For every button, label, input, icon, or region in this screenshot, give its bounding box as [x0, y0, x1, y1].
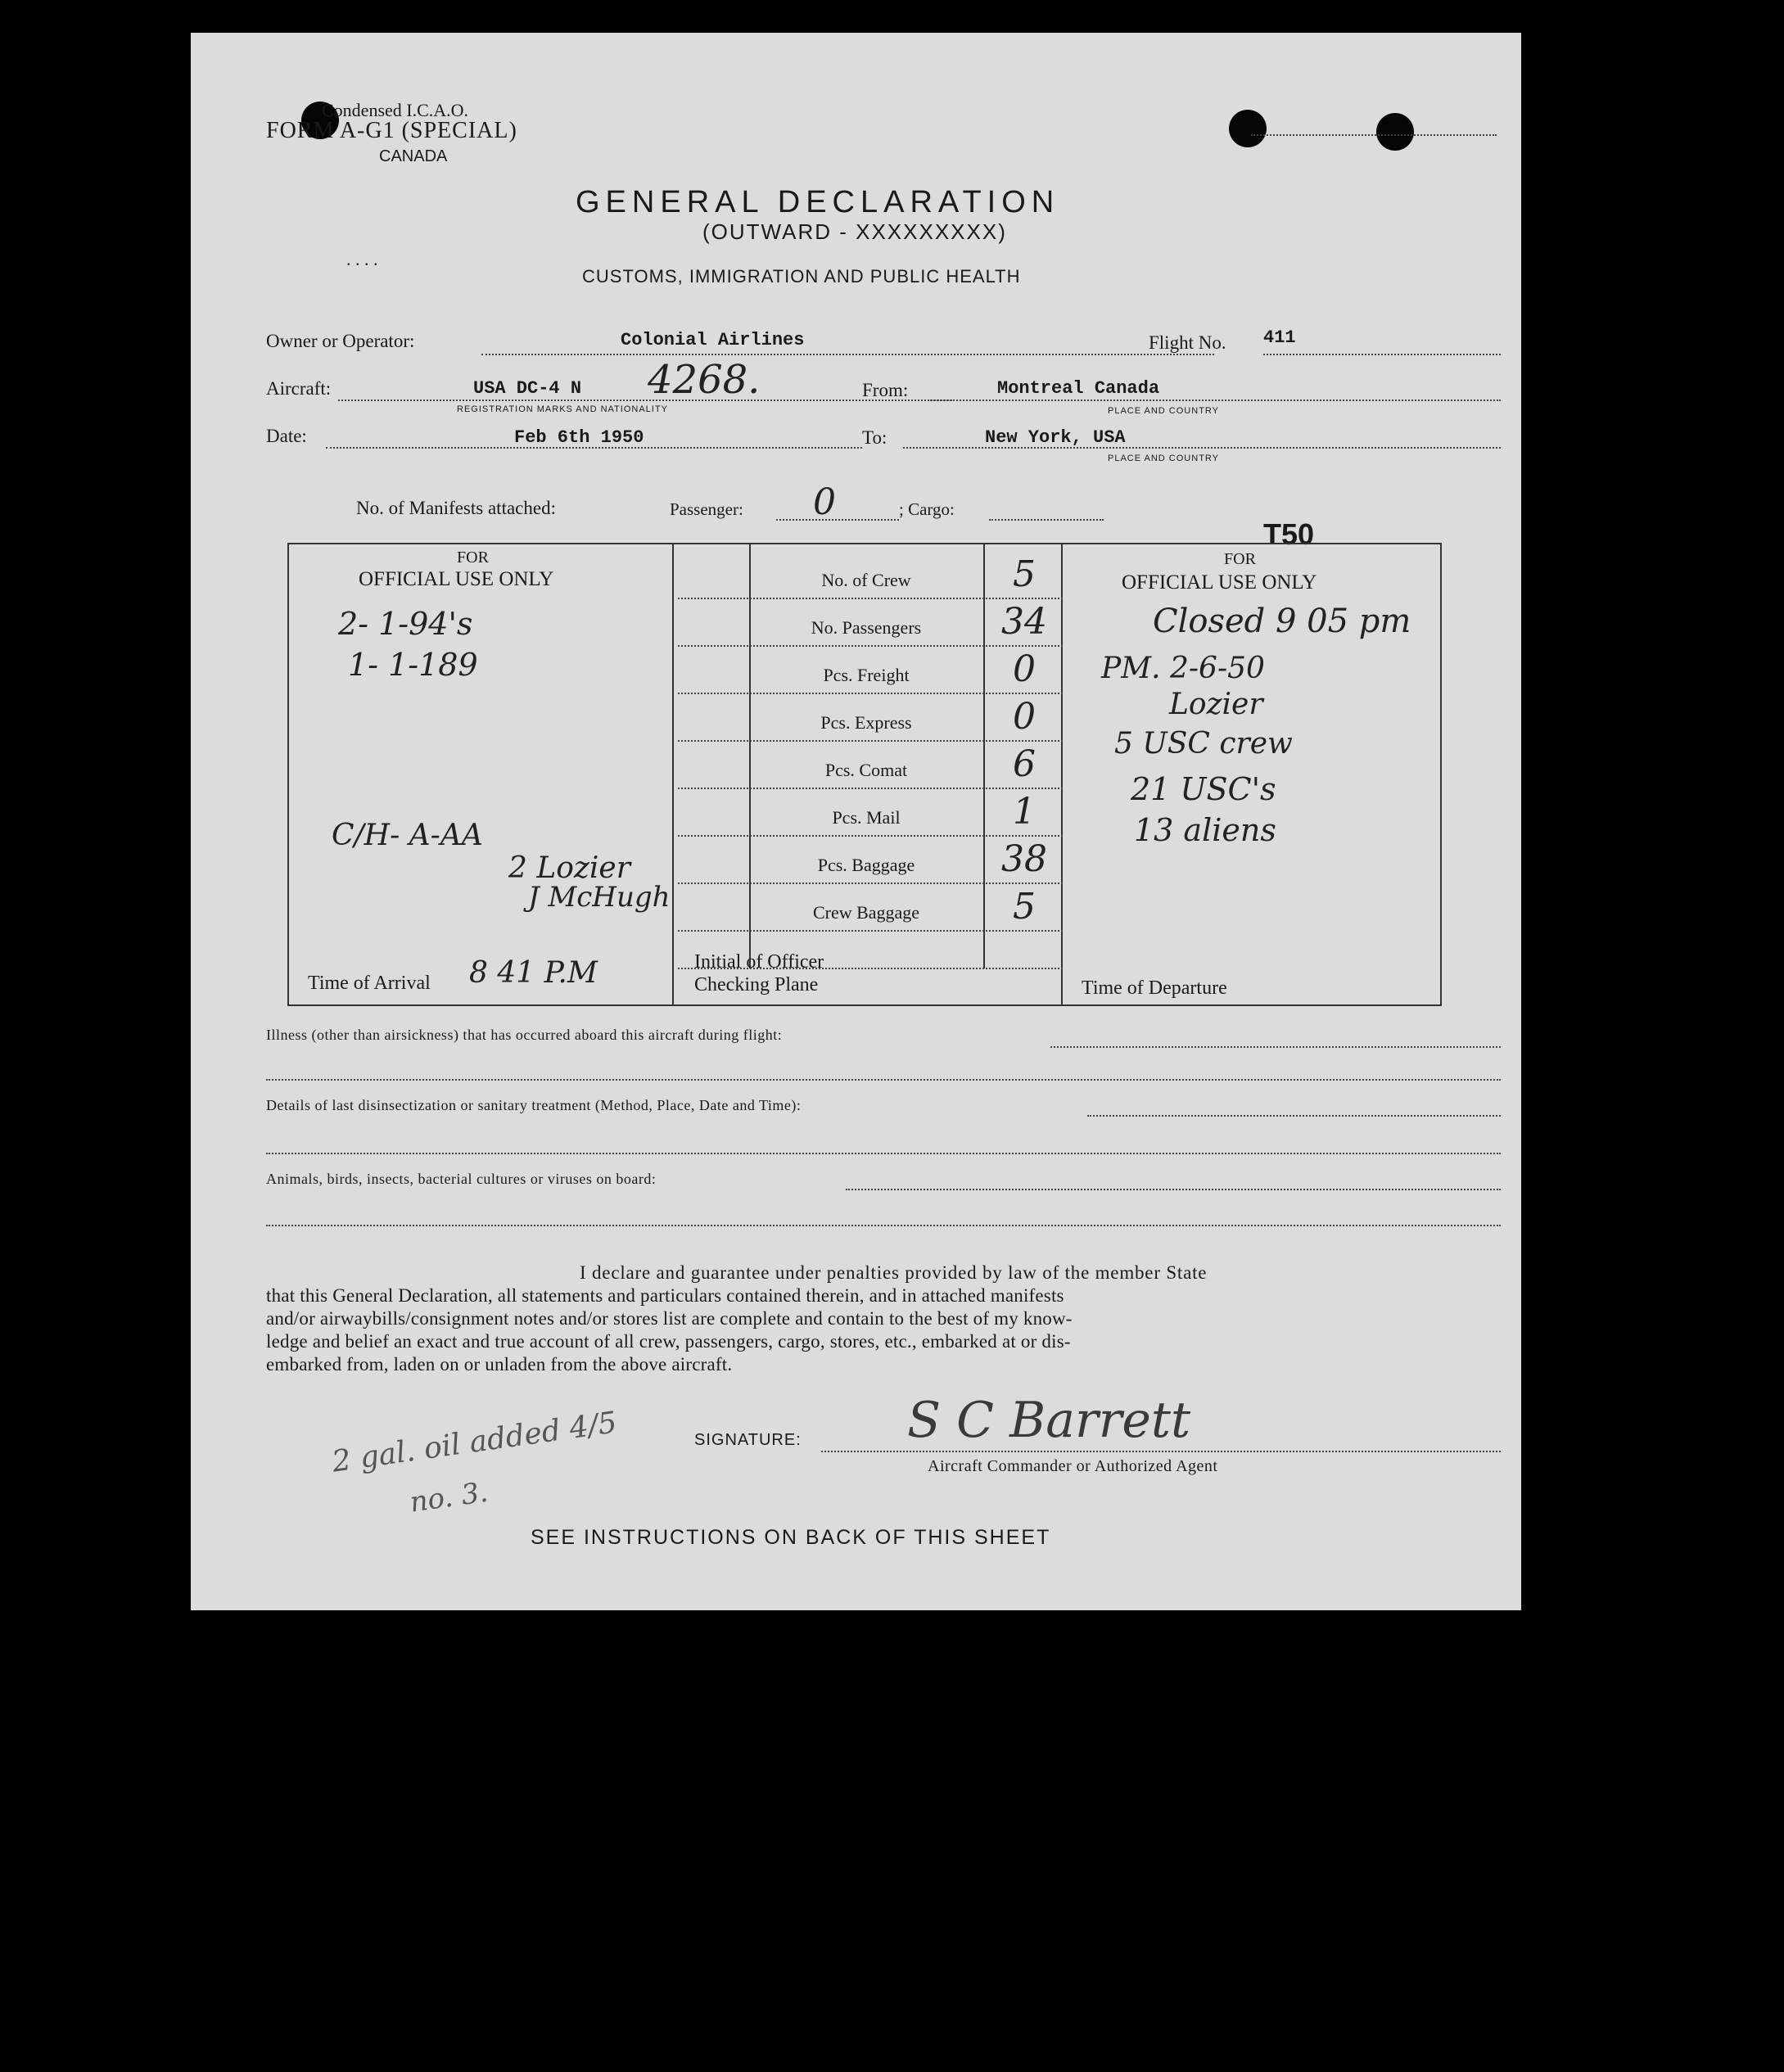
row-value-express: 0 — [1013, 696, 1036, 738]
disinsect-rule-2 — [266, 1153, 1501, 1154]
aircraft-value: USA DC-4 N — [473, 378, 582, 399]
signature-value: S C Barrett — [907, 1392, 1191, 1449]
to-place-caption: PLACE AND COUNTRY — [1108, 454, 1219, 463]
row-sep-8 — [678, 930, 1063, 932]
right-note-3: Lozier — [1169, 688, 1263, 721]
disinsect-rule-1 — [1087, 1115, 1501, 1117]
to-value: New York, USA — [985, 427, 1126, 448]
row-label-baggage: Pcs. Baggage — [817, 855, 915, 875]
aircraft-hand-number: 4268. — [648, 357, 761, 403]
left-note-1: 2- 1-94's — [338, 606, 473, 642]
punch-hole-right-2 — [1376, 113, 1414, 151]
left-header-for: FOR — [457, 548, 489, 567]
form-country: CANADA — [379, 147, 448, 165]
page-title: GENERAL DECLARATION — [576, 185, 1060, 219]
right-note-6: 13 aliens — [1134, 812, 1276, 848]
manifests-label: No. of Manifests attached: — [356, 498, 556, 518]
row-sep-7 — [678, 883, 1063, 884]
row-label-crew: No. of Crew — [821, 570, 911, 590]
from-place-caption: PLACE AND COUNTRY — [1108, 406, 1219, 416]
from-label: From: — [862, 380, 909, 400]
from-value: Montreal Canada — [997, 378, 1160, 399]
margin-note-line-2: no. 3. — [408, 1475, 490, 1519]
row-value-crew-baggage: 5 — [1013, 886, 1036, 928]
cargo-rule — [989, 519, 1104, 521]
row-label-express: Pcs. Express — [820, 712, 912, 733]
row-value-passengers: 34 — [1001, 601, 1047, 643]
aircraft-rule — [338, 400, 952, 401]
registration-caption: REGISTRATION MARKS AND NATIONALITY — [457, 404, 668, 414]
time-of-departure-label: Time of Departure — [1082, 977, 1227, 999]
stamp-number: T50 — [1263, 517, 1315, 551]
row-label-comat: Pcs. Comat — [824, 760, 908, 780]
row-label-passengers: No. Passengers — [811, 617, 922, 638]
right-note-4: 5 USC crew — [1114, 727, 1293, 761]
right-header-official: OFFICIAL USE ONLY — [1122, 571, 1317, 594]
from-rule — [928, 400, 1501, 401]
row-sep-6 — [678, 835, 1063, 837]
row-sep-2 — [678, 645, 1063, 647]
row-sep-4 — [678, 740, 1063, 742]
declaration-line-3: and/or airwaybills/consignment notes and/or stores list are complete and contain to the best of my know- — [266, 1308, 1073, 1329]
row-sep-3 — [678, 693, 1063, 694]
owner-value: Colonial Airlines — [621, 330, 805, 350]
left-cm-name-2: J McHugh — [528, 881, 671, 914]
row-sep-1 — [678, 598, 1063, 599]
direction-line: (OUTWARD - XXXXXXXXX) — [702, 219, 1007, 244]
right-note-2: PM. 2-6-50 — [1101, 652, 1265, 685]
table-divider-2 — [749, 543, 751, 968]
aircraft-label: Aircraft: — [266, 378, 332, 399]
table-divider-1 — [672, 543, 674, 1006]
date-label: Date: — [266, 426, 307, 446]
row-label-mail: Pcs. Mail — [832, 807, 901, 828]
margin-note-line-1: 2 gal. oil added 4/5 — [330, 1406, 619, 1479]
left-note-2: 1- 1-189 — [348, 647, 478, 683]
row-value-mail: 1 — [1013, 791, 1036, 833]
form-line-1: Condensed I.C.A.O. — [322, 100, 469, 120]
form-line-2: FORM A-G1 (SPECIAL) — [266, 118, 517, 143]
owner-label: Owner or Operator: — [266, 331, 415, 351]
dash-mark: . . . . — [346, 249, 378, 269]
disinsect-label: Details of last disinsectization or sanitary treatment (Method, Place, Date and Time): — [266, 1097, 802, 1113]
row-label-freight: Pcs. Freight — [823, 665, 910, 685]
signature-label: SIGNATURE: — [694, 1431, 802, 1449]
row-sep-5 — [678, 788, 1063, 789]
form-sheet — [191, 33, 1521, 1610]
flight-rule — [1263, 354, 1501, 355]
initial-officer-label-2: Checking Plane — [694, 974, 819, 995]
right-note-5: 21 USC's — [1131, 771, 1276, 807]
flight-value: 411 — [1263, 327, 1296, 348]
left-cm-name-1: 2 Lozier — [508, 851, 630, 885]
top-rule — [1251, 134, 1497, 136]
animals-rule-1 — [846, 1189, 1501, 1190]
signature-caption: Aircraft Commander or Authorized Agent — [928, 1457, 1218, 1475]
passenger-label: Passenger: — [670, 499, 743, 519]
animals-rule-2 — [266, 1225, 1501, 1226]
owner-rule — [481, 354, 1214, 355]
passenger-rule — [776, 519, 899, 521]
initial-officer-label-1: Initial of Officer — [694, 951, 824, 973]
cargo-label: ; Cargo: — [899, 499, 955, 519]
punch-hole-right-1 — [1229, 110, 1267, 147]
right-header-for: FOR — [1224, 550, 1256, 568]
passenger-manifests-value: 0 — [813, 481, 836, 523]
illness-label: Illness (other than airsickness) that has occurred aboard this aircraft during flight: — [266, 1027, 783, 1043]
illness-rule-2 — [266, 1079, 1501, 1081]
animals-label: Animals, birds, insects, bacterial cultures or viruses on board: — [266, 1171, 657, 1187]
row-value-baggage: 38 — [1001, 838, 1047, 880]
row-label-crew-baggage: Crew Baggage — [812, 902, 920, 923]
left-header-official: OFFICIAL USE ONLY — [359, 568, 554, 590]
flight-label: Flight No. — [1149, 332, 1226, 353]
declaration-line-2: that this General Declaration, all statements and particulars contained therein, and in attached manifests — [266, 1285, 1064, 1306]
left-cm-note: C/H- A-AA — [332, 819, 483, 852]
footer-instructions: SEE INSTRUCTIONS ON BACK OF THIS SHEET — [531, 1526, 1051, 1549]
row-value-freight: 0 — [1013, 648, 1036, 690]
to-label: To: — [862, 427, 887, 448]
row-value-comat: 6 — [1013, 743, 1036, 785]
time-of-arrival-label: Time of Arrival — [308, 973, 431, 994]
declaration-line-1: I declare and guarantee under penalties provided by law of the member State — [580, 1262, 1208, 1283]
date-value: Feb 6th 1950 — [514, 427, 644, 448]
declaration-line-5: embarked from, laden on or unladen from the above aircraft. — [266, 1354, 733, 1375]
page-subtitle: CUSTOMS, IMMIGRATION AND PUBLIC HEALTH — [582, 266, 1021, 287]
signature-rule — [821, 1451, 1501, 1452]
row-value-crew: 5 — [1013, 553, 1036, 595]
right-note-1: Closed 9 05 pm — [1153, 603, 1411, 640]
declaration-line-4: ledge and belief an exact and true account of all crew, passengers, cargo, stores, etc., embarked at or dis- — [266, 1331, 1071, 1352]
illness-rule-1 — [1050, 1046, 1501, 1048]
time-of-arrival-value: 8 41 P.M — [469, 956, 598, 990]
